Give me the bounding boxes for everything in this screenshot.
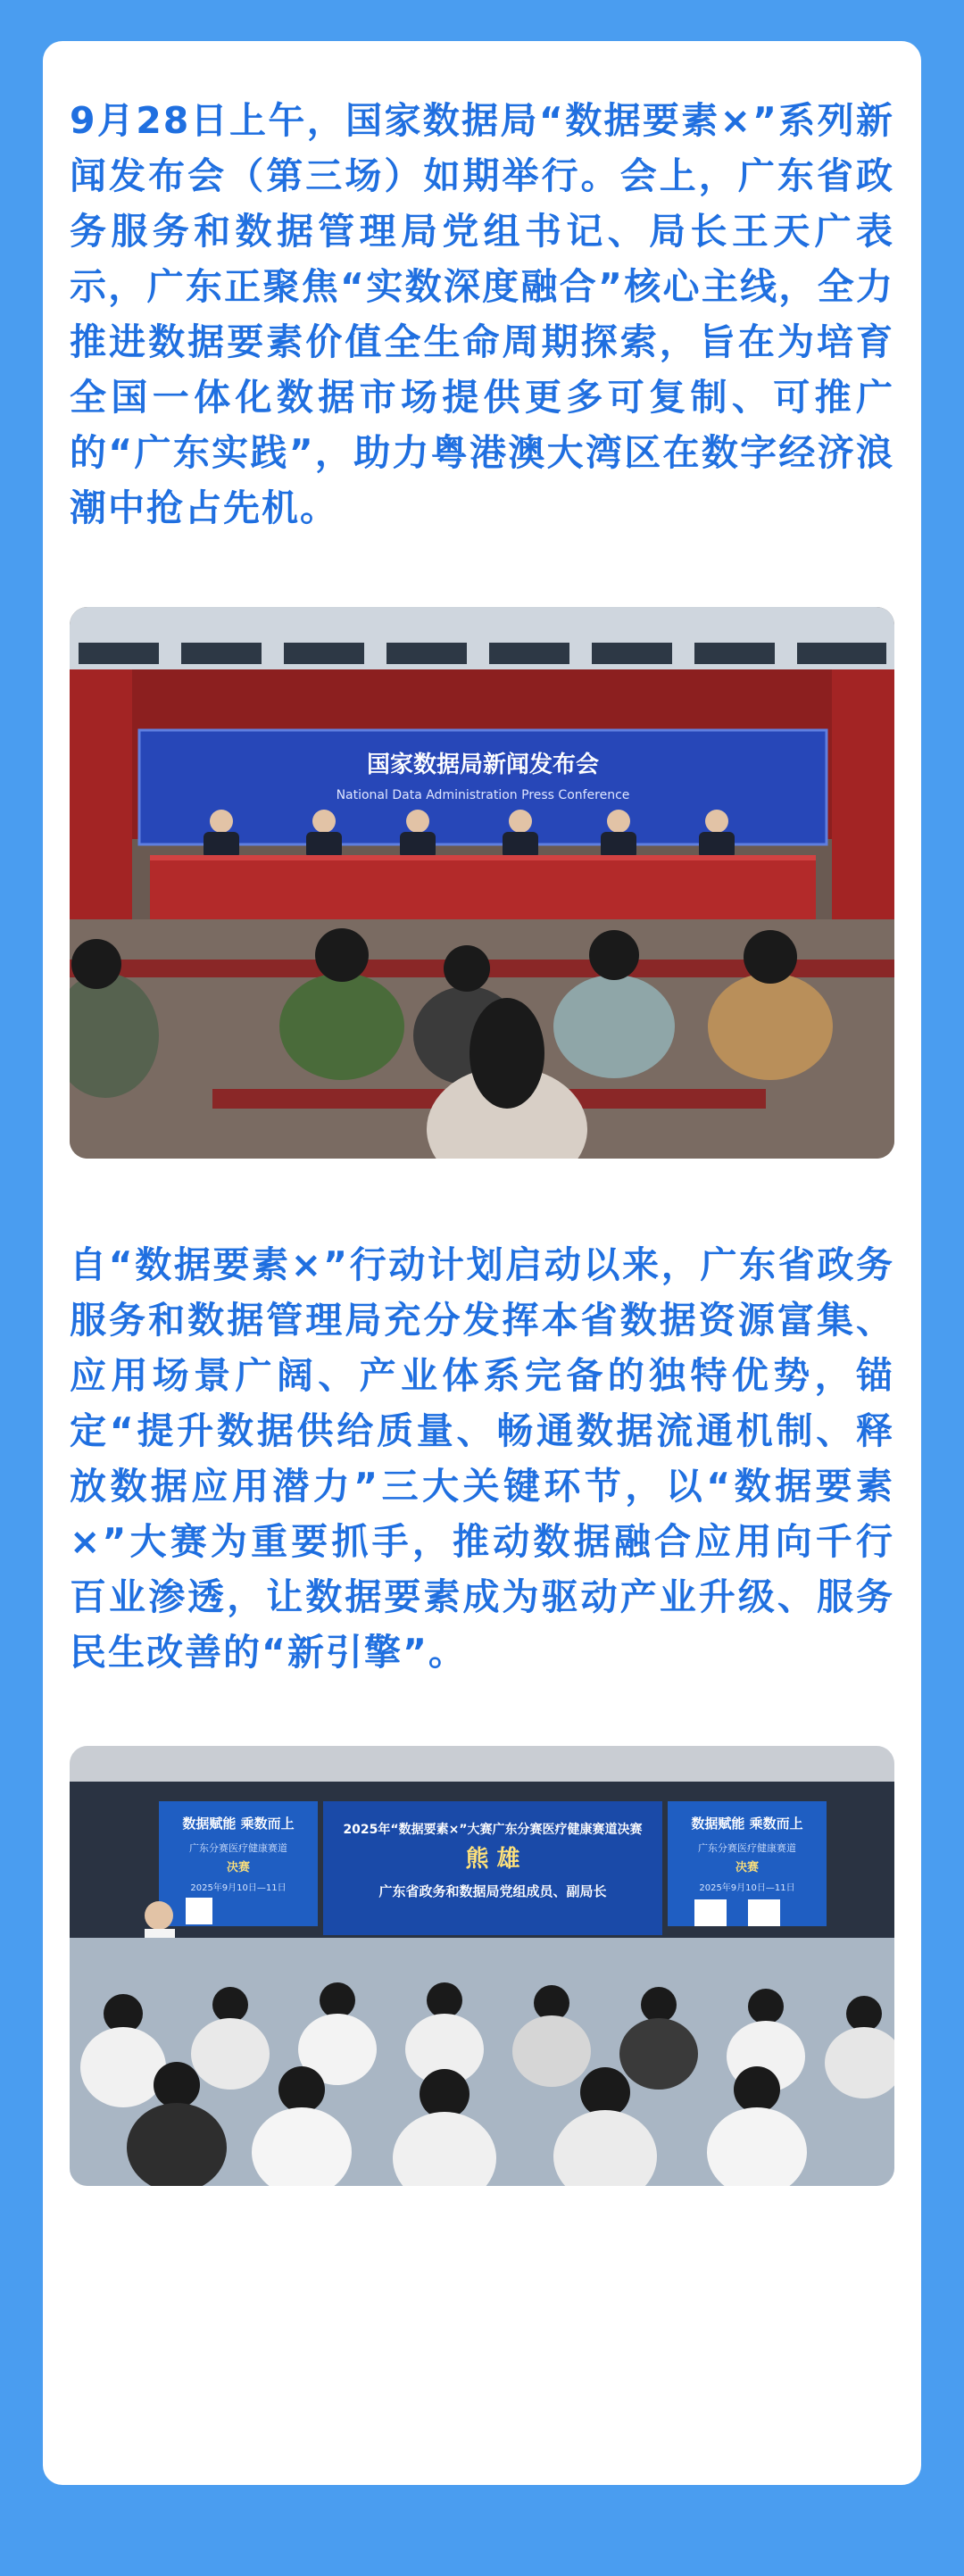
right-screen-date: 2025年9月10日—11日	[699, 1883, 795, 1893]
article-card	[43, 41, 921, 2485]
right-screen-slogan: 数据赋能 乘数而上	[691, 1816, 803, 1832]
left-screen-label: 决赛	[226, 1861, 251, 1874]
left-screen-track: 广东分赛医疗健康赛道	[189, 1842, 287, 1854]
right-screen-track: 广东分赛医疗健康赛道	[698, 1842, 796, 1854]
left-screen-date: 2025年9月10日—11日	[190, 1883, 287, 1893]
speaker-title: 广东省政务和数据局党组成员、副局长	[378, 1883, 607, 1899]
article-paragraph-2: 自“数据要素×”行动计划启动以来，广东省政务服务和数据管理局充分发挥本省数据资源富集、应用场景广阔、产业体系完备的独特优势，锚定“提升数据供给质量、畅通数据流通机制、释放数据应用潜力”三大关键环节，以“数据要素×”大赛为重要抓手，推动数据融合应用向千行百业渗透，让数据要素成为驱动产业升级、服务民生改善的“新引擎”。	[70, 1243, 894, 1674]
speaker-name: 熊 雄	[465, 1846, 520, 1873]
press-conference-photo	[70, 607, 894, 1159]
screen-heading: 2025年“数据要素×”大赛广东分赛医疗健康赛道决赛	[343, 1823, 643, 1837]
right-screen-label: 决赛	[735, 1861, 760, 1874]
left-screen-slogan: 数据赋能 乘数而上	[182, 1816, 295, 1832]
backdrop-title: 国家数据局新闻发布会	[366, 752, 600, 778]
competition-final-photo	[70, 1746, 894, 2186]
article-paragraph-1: 9月28日上午，国家数据局“数据要素×”系列新闻发布会（第三场）如期举行。会上，广东省政务服务和数据管理局党组书记、局长王天广表示，广东正聚焦“实数深度融合”核心主线，全力推进数据要素价值全生命周期探索，旨在为培育全国一体化数据市场提供更多可复制、可推广的“广东实践”，助力粤港澳大湾区在数字经济浪潮中抢占先机。	[70, 99, 894, 529]
backdrop-subtitle: National Data Administration Press Conference	[336, 788, 630, 802]
